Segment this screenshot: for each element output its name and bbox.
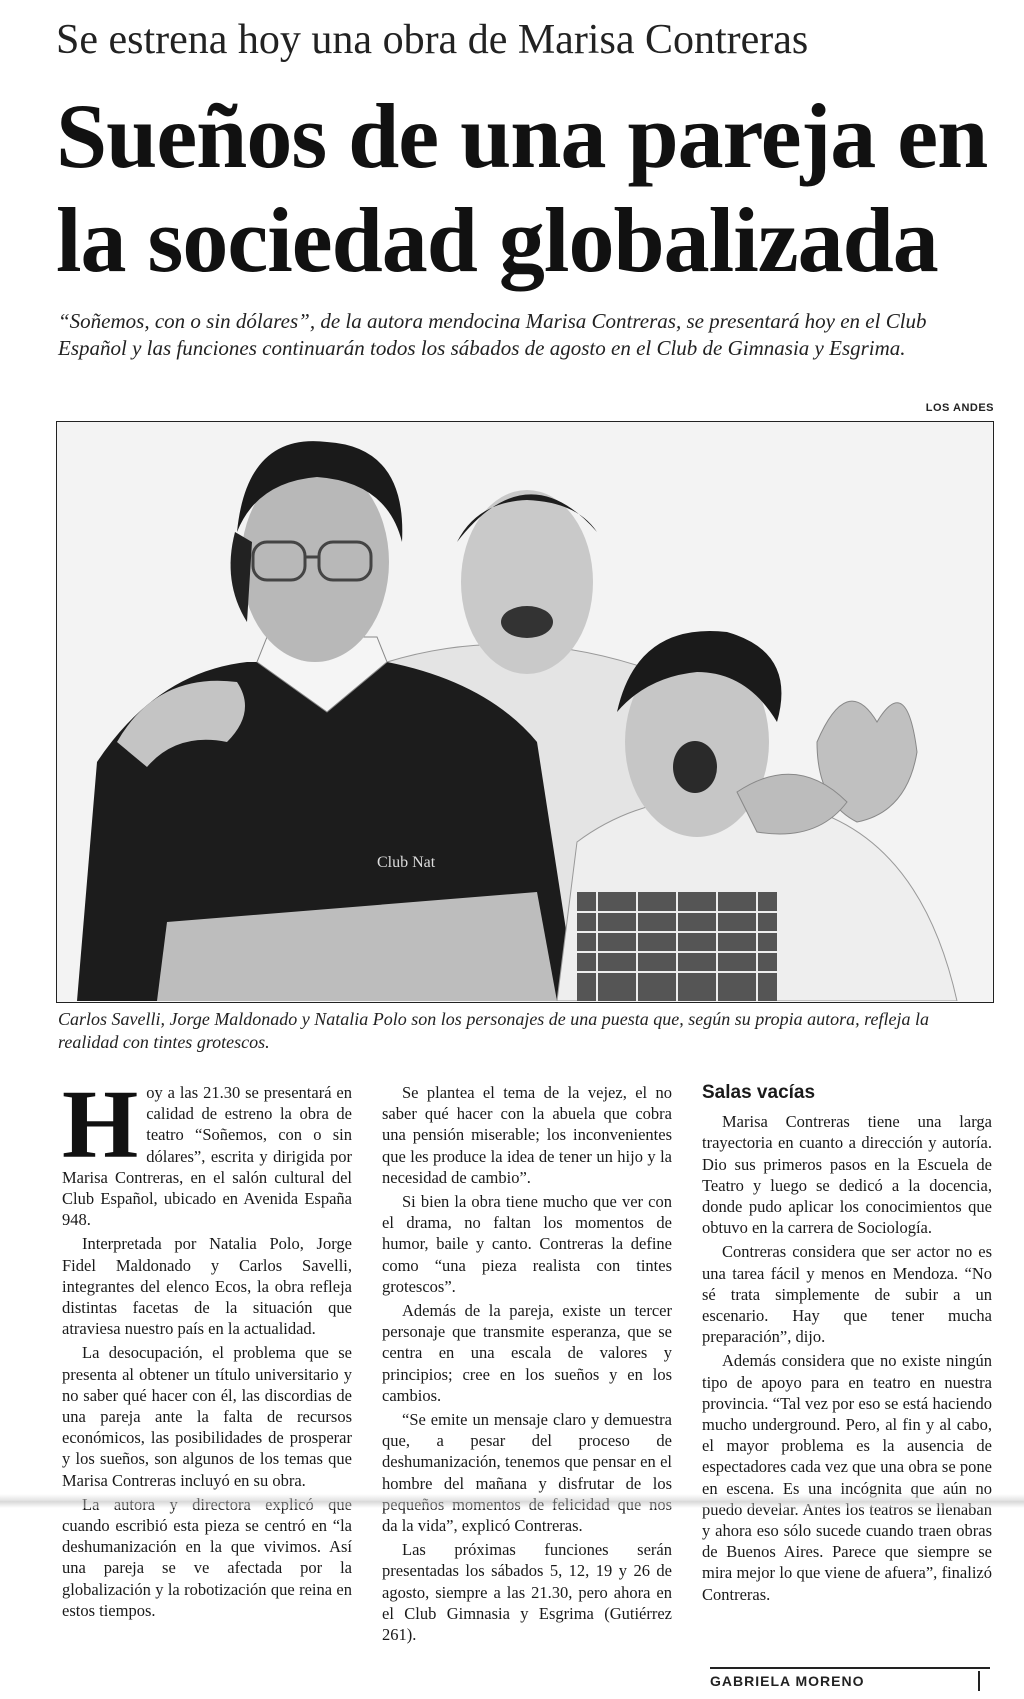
paragraph: Las próximas funciones serán presentadas los sábados 5, 12, 19 y 26 de agosto, siempre a las 21.30, pero ahora en el Club Gimnasia y Esgrima (Gutiérrez 261).	[382, 1540, 672, 1645]
shirt-text: Club Nat	[377, 854, 436, 871]
paragraph: Marisa Contreras tiene una larga trayectoria en cuanto a dirección y autoría. Dio sus primeros pasos en la Escuela de Teatro y luego se dedicó a la docencia, donde pudo aplicar los conocimientos que obtuvo en la carrera de Sociología.	[702, 1112, 992, 1238]
headline	[56, 84, 1006, 292]
photo-credit: LOS ANDES	[925, 402, 994, 414]
paragraph: La autora y directora explicó que cuando escribió esta pieza se centró en “la deshumanización en la que vivimos. Así una pareja se ve afectada por la globalización y la robotización que reina en estos tiempos.	[62, 1494, 352, 1620]
paragraph	[62, 1071, 352, 1230]
paragraph: Además de la pareja, existe un tercer personaje que transmite esperanza, que se centra en una escala de valores y principios; cree en los sueños y en los cambios.	[382, 1301, 672, 1405]
article-column-3	[702, 1082, 992, 1608]
article-column-1	[62, 1071, 352, 1624]
headline-line-2: la sociedad globalizada	[56, 189, 938, 291]
paragraph: Contreras considera que ser actor no es una tarea fácil y menos en Mendoza. “No sé trata simplemente de subir a un escenario. Hay que tener mucha preparación”, dijo.	[702, 1242, 992, 1347]
byline	[710, 1667, 990, 1689]
paragraph: La desocupación, el problema que se presenta al obtener un título universitario y no saber qué hacer con él, las discordias de una pareja ante la falta de recursos económicos, las posibilidades de prosperar y los sueños, son algunos de los temas que Marisa Contreras incluyó en su obra.	[62, 1343, 352, 1490]
kicker: Se estrena hoy una obra de Marisa Contreras	[56, 17, 809, 63]
byline-text: GABRIELA MORENO	[710, 1673, 865, 1689]
paragraph: Se plantea el tema de la vejez, el no saber qué hacer con la abuela que cobra una pensión miserable; los inconvenientes que les produce la idea de tener un hijo y la necesidad de cambio”.	[382, 1083, 672, 1187]
paragraph: “Se emite un mensaje claro y demuestra que, a pesar del proceso de deshumanización, tenemos que pensar en el hombre del mañana y disfrutar de los pequeños momentos de felicidad que nos da la vida”, explicó Contreras.	[382, 1410, 672, 1536]
photo-caption: Carlos Savelli, Jorge Maldonado y Natalia Polo son los personajes de una puesta que, según su propia autora, refleja la realidad con tintes grotescos.	[58, 1009, 929, 1052]
byline-rule	[978, 1671, 980, 1691]
paper-fold-crease	[0, 1494, 1024, 1508]
paragraph: Además considera que no existe ningún tipo de apoyo para en teatro en nuestra provincia. “Tal vez por eso se está haciendo mucho underground. Pero, al fin y al cabo, el mayor problema es la ausencia de espectadores cada vez que una obra se pone en escena. Es una incógnita que aún no puedo develar. Antes los teatros se llenaban y ahora eso sólo sucede cuando traen obras de Buenos Aires. Parece que siempre se mira mejor lo que viene de afuera”, finalizó Contreras.	[702, 1351, 992, 1604]
article-column-2	[382, 1082, 672, 1648]
dropcap: H	[62, 1071, 139, 1179]
deck: “Soñemos, con o sin dólares”, de la autora mendocina Marisa Contreras, se presentará hoy en el Club Español y las funciones continuarán todos los sábados de agosto en el Club de Gimnasia y Esgrima.	[58, 309, 927, 360]
paragraph: Si bien la obra tiene mucho que ver con el drama, no faltan los momentos de humor, baile y canto. Contreras la define como “una pieza realista con tintes grotescos”.	[382, 1192, 672, 1296]
cast-photo	[56, 421, 994, 1003]
paragraph: Interpretada por Natalia Polo, Jorge Fidel Maldonado y Carlos Savelli, integrantes del elenco Ecos, la obra refleja distintas facetas de la situación que atraviesa nuestro país en la actualidad.	[62, 1234, 352, 1339]
section-subhead: Salas vacías	[702, 1082, 816, 1103]
headline-line-1: Sueños de una pareja en	[56, 85, 988, 187]
paragraph-text: oy a las 21.30 se presentará en calidad de estreno la obra de teatro “Soñemos, con o sin dólares”, escrita y dirigida por Marisa Contreras, en el salón cultural del Club Español, ubicado en Avenida España 948.	[62, 1083, 352, 1230]
